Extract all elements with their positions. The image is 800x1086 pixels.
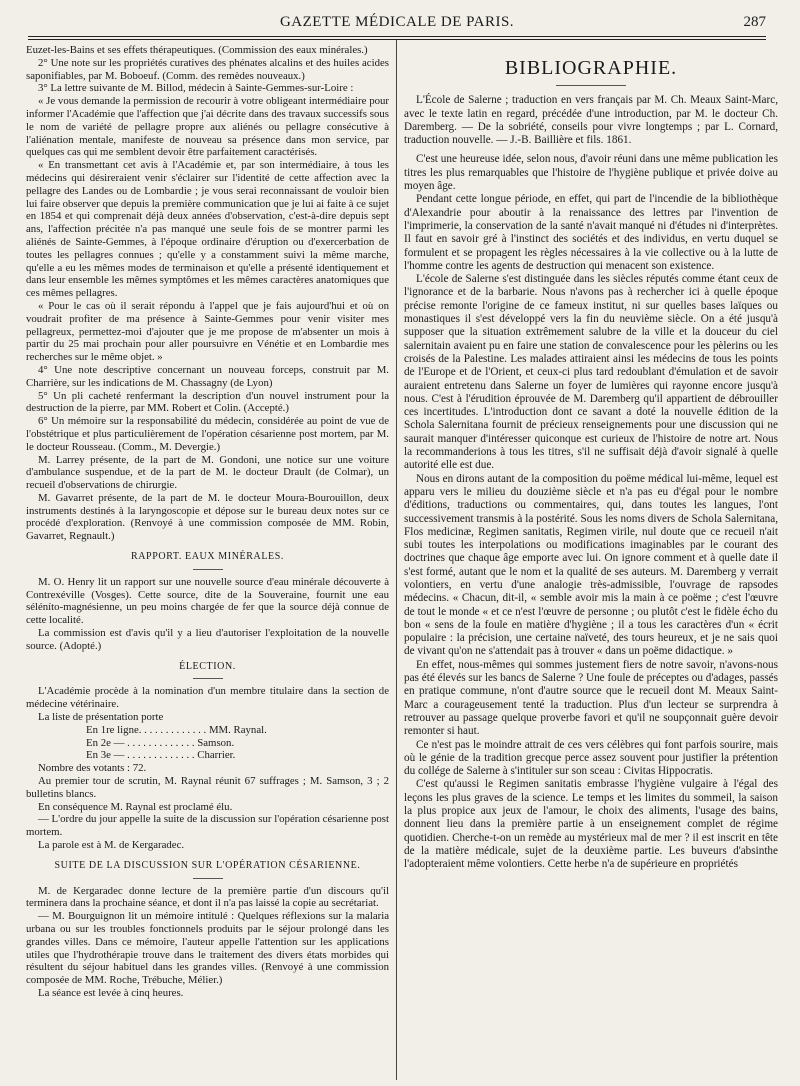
paragraph: La commission est d'avis qu'il y a lieu d'autoriser l'exploitation de la nouvelle source. (Adopté.) xyxy=(26,627,389,652)
paragraph: L'école de Salerne s'est distinguée dans les siècles réputés comme étant ceux de l'ignorance et de la barbarie. Nous n'avons pas à rechercher ici à quelle époque précise remonte l'origine de ce fameux institut, ni sur quelles bases laïques ou monastiques il s'est développé vers la fin du neuvième siècle. On a été jusqu'à supposer que la situation extrêmement salubre de la ville et la douceur du ciel salernitain avaient pu en faire une station de convalescence pour les pèlerins ou les croisés de la Palestine. Les malades attiraient ainsi les médecins de tous les points de l'Europe et de l'Orient, et ceux-ci plus tard redoublant d'émulation et de savoir auraient entretenu dans Salerne un foyer de lumières qui rayonne encore jusqu'à nous. C'est à l'érudition éprouvée de M. Daremberg qu'il appartient de débrouiller ces incertitudes. L'introduction dont ce savant a doté la nouvelle édition de la Schola Salernitana fournit de précieux renseignements pour une discussion qui ne saurait manquer d'intéresser quiconque est curieux de l'histoire de notre art. Nous la recommanderions à tous les titres, s'il ne suffisait déjà d'avoir signalé à quelle autorité elle est due. xyxy=(404,273,778,472)
paragraph: « Je vous demande la permission de recourir à votre obligeant intermédiaire pour informer l'Académie que l'affection que j'ai décrite dans des travaux successifs sous le nom de variété de pellagre propre aux aliénés ou pellagre consécutive à l'aliénation mentale, manifeste de nouveau sa présence dans mon service, par quelques cas qui me semblent devoir être parfaitement caractérisés. xyxy=(26,95,389,159)
paragraph: M. O. Henry lit un rapport sur une nouvelle source d'eau minérale découverte à Contrexéville (Vosges). Cette source, dite de la Souveraine, fournit une eau séléníto-magnésienne, un peu moins chargée de fer que la source déjà connue de cette localité. xyxy=(26,575,389,627)
paragraph: C'est qu'aussi le Regimen sanitatis embrasse l'hygiène vulgaire à l'égal des leçons les plus graves de la science. Le temps et les limites du sommeil, la saison la plus propice aux jeux de l'amour, le choix des aliments, l'usage des bains, donnent lieu dans la première partie à un enseignement complet de régime quotidien. Cherche-t-on un remède au mystérieux mal de mer ? il est inscrit en tête de la matière médicale, sujet de la deuxième partie. Les buveurs d'absinthe l'adopteraient même volontiers. Cette herbe n'a de supérieure en propriétés xyxy=(404,778,778,871)
paragraph: 2° Une note sur les propriétés curatives des phénates alcalins et des huiles acides saponifiables, par M. Boboeuf. (Comm. des remèdes nouveaux.) xyxy=(26,56,389,82)
paragraph: Nombre des votants : 72. xyxy=(38,762,147,775)
paragraph: Ce n'est pas le moindre attrait de ces vers célèbres qui font parfois sourire, mais où le génie de la tradition grecque perce assez souvent pour justifier la prétention du collége de Salerne à s'intituler sur son sceau : Civitas Hippocratis. xyxy=(404,738,778,778)
running-title: GAZETTE MÉDICALE DE PARIS. xyxy=(279,14,515,30)
paragraph: Pendant cette longue période, en effet, qui part de l'incendie de la bibliothèque d'Alexandrie pour aboutir à la renaissance des lettres par l'invention de l'imprimerie, la conservation de la santé n'avait manqué ni d'études ni d'interprètes. Il faut en savoir gré à l'instinct des sociétés et des individus, en vertu duquel se formulent et se propagent les règles nécessaires à la vie collective ou à la lutte de l'homme contre les agents de destruction qui menacent son existence. xyxy=(404,193,778,272)
page-header xyxy=(28,10,766,36)
section-heading: RAPPORT. EAUX MINÉRALES. xyxy=(130,551,285,563)
paragraph: « En transmettant cet avis à l'Académie et, par son intermédiaire, à tous les médecins qui désireraient venir s'éclairer sur l'identité de cette affection avec la pellagre des Landes ou de Lombardie ; je vous serai reconnaissant de vouloir bien lui faire observer que depuis la première communication que je lui ai faite à ce sujet en 1854 et qui comprenait déjà deux années d'observation, c'est-à-dire depuis sept ans, l'affection précitée n'a pas manqué une seule fois de se montrer parmi les aliénés de Sainte-Gemmes, à l'époque ordinaire d'éruption ou d'exercerbation de toutes les pellagres connues ; qu'elle y a constamment suivi la même marche, qu'elle a eu les mêmes modes de terminaison et qu'elle a présenté identiquement et dans leur ensemble les mêmes symptômes et les mêmes caractères anatomiques que ces mêmes pellagres. xyxy=(26,159,389,300)
paragraph: L'Académie procède à la nomination d'un membre titulaire dans la section de médecine vétérinaire. xyxy=(26,685,389,711)
right-column xyxy=(404,44,778,1079)
paragraph: M. Gavarret présente, de la part de M. le docteur Moura-Bourouillon, deux instruments destinés à la laryngoscopie et dépose sur le bureau deux notes sur ce procédé d'exploration. (Renvoyé à une commission composée de MM. Robin, Gavarret, Regnault.) xyxy=(26,491,389,543)
paragraph: La séance est levée à cinq heures. xyxy=(38,986,184,999)
paragraph: En effet, nous-mêmes qui sommes justement fiers de notre savoir, n'avons-nous pas été élevés sur les bancs de Salerne ? Une foule de préceptes ou d'adages, passés en pratique commune, n'ont d'autre source que le recueil dont M. Meaux Saint-Marc a courageusement tenté la traduction. Plus d'un lecteur se surprendra à retrouver au passage quelque proverbe favori et qu'il ne soupçonnait guère devoir remonter si haut. xyxy=(404,658,778,738)
section-rule xyxy=(193,678,223,679)
paragraph: M. de Kergaradec donne lecture de la première partie d'un discours qu'il terminera dans la prochaine séance, et dont il n'a pas laissé la copie au secrétariat. xyxy=(26,884,389,910)
paragraph: — L'ordre du jour appelle la suite de la discussion sur l'opération césarienne post mortem. xyxy=(26,813,389,839)
vote-line: En 2e — . . . . . . . . . . . . . Samson. xyxy=(86,736,235,749)
paragraph: « Pour le cas où il serait répondu à l'appel que je fais aujourd'hui et où on voudrait profiter de ma présence à Sainte-Gemmes pour venir visiter mes pellagreux, permettez-moi d'ajouter que je me propose de m'absenter un mois à partir du 25 mai prochain pour aller poursuivre en Vénétie et en Lombardie mes recherches sur le même objet. » xyxy=(26,299,389,364)
section-rule xyxy=(193,569,223,570)
paragraph: 5° Un pli cacheté renfermant la description d'un nouvel instrument pour la destruction de la pierre, par MM. Robert et Colin. (Accepté.) xyxy=(26,389,389,415)
paragraph: C'est une heureuse idée, selon nous, d'avoir réuni dans une même publication les titres les plus remarquables que l'histoire de l'hygiène publique et privée doive au moyen âge. xyxy=(404,153,778,193)
vote-line: En 1re ligne. . . . . . . . . . . . . MM. Raynal. xyxy=(86,723,267,736)
paragraph: Nous en dirons autant de la composition du poëme médical lui-même, lequel est apparu vers le milieu du douzième siècle et n'a pas eu d'égal pour le nombre d'éditions, traductions ou commentaires, qui, dans toutes les langues, l'ont successivement transmis à la postérité. Sous les noms divers de Schola Salernitana, Flos medicinæ, Regimen sanitatis, Regimen virile, nul doute que ce recueil n'ait subi toutes les interpolations ou modifications imaginables par le courant des doctrines que chaque âge emporte avec lui. On ignore comment et à quelle date il s'est formé, autant que le nom et la qualité de ses auteurs. M. Daremberg y verrait volontiers, en vertu d'une analogie très-admissible, l'ouvrage de rapsodes médecins. « Chacun, dit-il, « semble avoir mis la main à ce poëme ; c'est l'œuvre de tout le monde « et ce n'est l'œuvre de personne ; ou plutôt c'est le fidèle écho du bon « sens de la foule en matière d'hygiène ; il a tous les caractères d'un « écrit populaire : la précision, une certaine naïveté, des tours heureux, et je ne sais quoi de vivant qu'on ne s'attendait pas à trouver « dans un poëme didactique. » xyxy=(404,472,778,658)
title-rule xyxy=(556,85,626,86)
paragraph: M. Larrey présente, de la part de M. Gondoni, une notice sur une voiture d'ambulance suspendue, et de la part de M. le docteur Drault (de Colmar), un recueil d'observations de chirurgie. xyxy=(26,453,389,492)
vote-line: En 3e — . . . . . . . . . . . . . Charrier. xyxy=(86,749,236,762)
paragraph: Euzet-les-Bains et ses effets thérapeutiques. (Commission des eaux minérales.) xyxy=(26,44,368,56)
paragraph: — M. Bourguignon lit un mémoire intitulé : Quelques réflexions sur la malaria urbana ou sur les troubles fonctionnels produits par le séjour prolongé dans les grandes villes. Dans ce mémoire, l'auteur appelle l'attention sur les applications utiles que l'hydrothérapie trouve dans le traitement des divers états morbides qui résultent du séjour habituel dans les grandes villes. (Renvoyé à une commission composée de MM. Roche, Trébuche, Mélier.) xyxy=(26,910,389,987)
header-rule xyxy=(28,36,766,40)
paragraph: Au premier tour de scrutin, M. Raynal réunit 67 suffrages ; M. Samson, 3 ; 2 bulletins blancs. xyxy=(26,775,389,800)
section-heading: ÉLECTION. xyxy=(179,660,236,672)
paragraph: 3° La lettre suivante de M. Billod, médecin à Sainte-Gemmes-sur-Loire : xyxy=(38,82,354,95)
page-number: 287 xyxy=(743,14,766,30)
paragraph: La parole est à M. de Kergaradec. xyxy=(38,839,185,852)
bibliography-title: BIBLIOGRAPHIE. xyxy=(504,57,678,79)
section-rule xyxy=(193,878,223,879)
paragraph: La liste de présentation porte xyxy=(38,711,164,724)
paragraph: En conséquence M. Raynal est proclamé élu. xyxy=(38,800,233,813)
section-heading: SUITE DE LA DISCUSSION SUR L'OPÉRATION CÉSARIENNE. xyxy=(54,859,361,871)
paragraph: 6° Un mémoire sur la responsabilité du médecin, considérée au point de vue de l'obstétrique et plus particulièrement de l'opération césarienne post mortem, par M. le docteur Rousseau. (Comm., M. Devergie.) xyxy=(26,415,389,453)
left-column xyxy=(26,44,389,1079)
paragraph: 4° Une note descriptive concernant un nouveau forceps, construit par M. Charrière, sur les indications de M. Chassagny (de Lyon) xyxy=(26,363,389,389)
book-citation: L'École de Salerne ; traduction en vers français par M. Ch. Meaux Saint-Marc, avec le texte latin en regard, précédée d'une introduction, par M. le docteur Ch. Daremberg. — De la sobriété, conseils pour vivre longtemps ; par L. Cornard, traduction nouvelle. — J.-B. Baillière et fils. 1861. xyxy=(404,94,778,147)
column-divider xyxy=(396,40,397,1080)
